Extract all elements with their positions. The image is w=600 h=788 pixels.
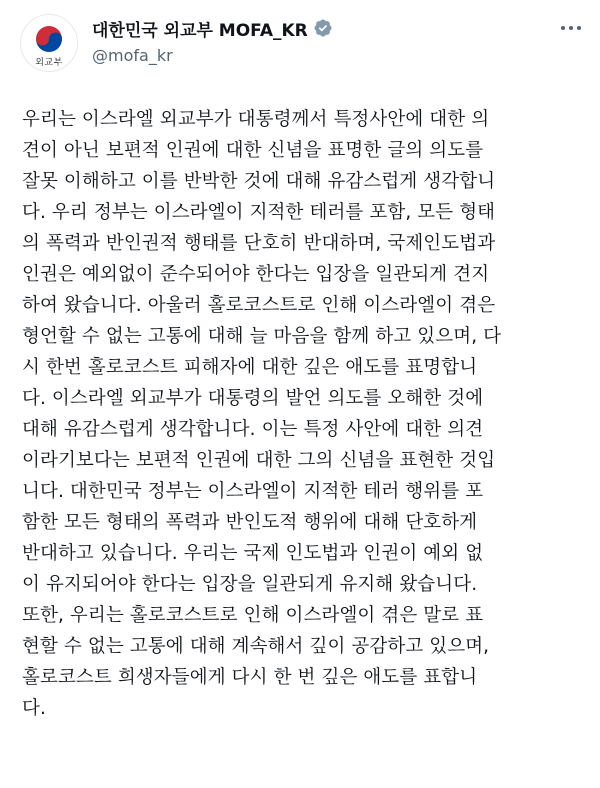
post-header: [0, 0, 600, 90]
post-text-line: 또한, 우리는 홀로코스트로 인해 이스라엘이 겪은 말로 표: [22, 605, 484, 626]
post-text-line: 견이 아닌 보편적 인권에 대한 신념을 표명한 글의 의도를: [22, 140, 484, 161]
taegeuk-logo-icon: [34, 24, 64, 54]
avatar[interactable]: [20, 14, 78, 72]
post-text-line: 시 한번 홀로코스트 피해자에 대한 깊은 애도를 표명합니: [22, 357, 478, 378]
post-text: [22, 104, 582, 724]
more-options-icon[interactable]: [554, 18, 588, 38]
post-text-line: 하여 왔습니다. 아울러 홀로코스트로 인해 이스라엘이 겪은: [22, 295, 496, 316]
post-text-line: 함한 모든 형태의 폭력과 반인도적 행위에 대해 단호하게: [22, 512, 478, 533]
post-text-line: 의 폭력과 반인권적 행태를 단호히 반대하며, 국제인도법과: [22, 233, 496, 254]
post-text-line: 잘못 이해하고 이를 반박한 것에 대해 유감스럽게 생각합니: [22, 171, 496, 192]
post-text-line: 다. 우리 정부는 이스라엘이 지적한 테러를 포함, 모든 형태: [22, 202, 496, 223]
post-text-line: 이 유지되어야 한다는 입장을 일관되게 유지해 왔습니다.: [22, 574, 478, 595]
post-text-line: 다. 이스라엘 외교부가 대통령의 발언 의도를 오해한 것에: [22, 388, 484, 409]
verified-badge-icon: [313, 18, 333, 38]
display-name[interactable]: 대한민국 외교부 MOFA_KR: [92, 20, 308, 41]
post-text-line: 대해 유감스럽게 생각합니다. 이는 특정 사안에 대한 의견: [22, 419, 484, 440]
user-handle[interactable]: @mofa_kr: [92, 46, 173, 65]
post-text-line: 니다. 대한민국 정부는 이스라엘이 지적한 테러 행위를 포: [22, 481, 484, 502]
post-text-line: 홀로코스트 희생자들에게 다시 한 번 깊은 애도를 표합니: [22, 667, 478, 688]
post-text-line: 우리는 이스라엘 외교부가 대통령께서 특정사안에 대한 의: [22, 109, 490, 130]
post-text-line: 이라기보다는 보편적 인권에 대한 그의 신념을 표현한 것입: [22, 450, 496, 471]
post-text-line: 다.: [22, 698, 46, 719]
post-text-line: 형언할 수 없는 고통에 대해 늘 마음을 함께 하고 있으며, 다: [22, 326, 502, 347]
name-row: [92, 16, 333, 40]
post-text-line: 현할 수 없는 고통에 대해 계속해서 깊이 공감하고 있으며,: [22, 636, 490, 657]
post-text-line: 반대하고 있습니다. 우리는 국제 인도법과 인권이 예외 없: [22, 543, 484, 564]
avatar-label: 외교부: [35, 58, 63, 68]
post-text-line: 인권은 예외없이 준수되어야 한다는 입장을 일관되게 견지: [22, 264, 490, 285]
